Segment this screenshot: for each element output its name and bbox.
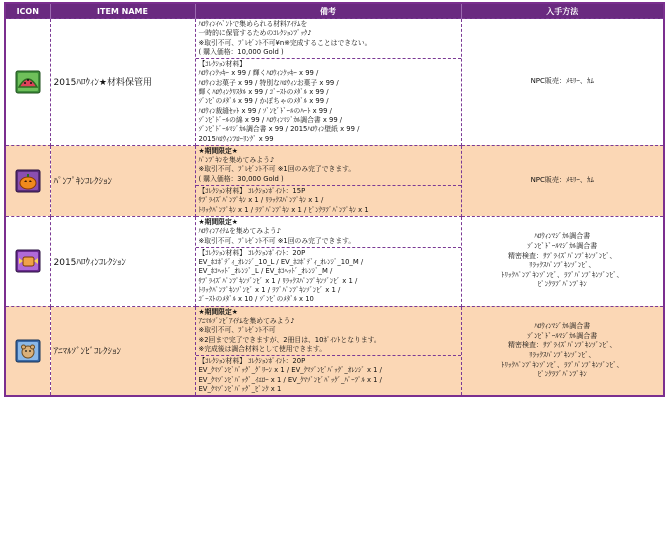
- table-header-row: [5, 3, 664, 19]
- note-line: ﾄﾘｯｸﾊﾟﾝﾌﾟｷﾝｿﾞﾝﾋﾞ x 1 / ﾗﾌﾞﾊﾟﾝﾌﾟｷﾝｿﾞﾝﾋﾞ x 1 /: [198, 286, 341, 295]
- note-line: EV_ｸﾏｿﾞﾝﾋﾞﾊﾞｯｸﾞ_ﾋﾟﾝｸ x 1: [198, 384, 282, 393]
- table-row: [5, 306, 664, 396]
- note-line: 【ｺﾚｸｼｮﾝ材料】 ｺﾚｸｼｮﾝﾎﾟｲﾝﾄ：20P: [198, 248, 306, 257]
- note-line: ※取引不可、ﾌﾟﾚｾﾞﾝﾄ不可 ※1回のみ完了できます。: [198, 165, 356, 174]
- notes-cell: [195, 19, 461, 146]
- note-line: EV_ｸﾏｿﾞﾝﾋﾞﾊﾞｯｸﾞ_ｲｴﾛｰ x 1 / EV_ｸﾏｿﾞﾝﾋﾞﾊﾞｯｸﾞ_ﾊﾟｰﾌﾟﾙ x 1 /: [198, 375, 382, 384]
- note-line: ※完成後は調合材料として使用できます。: [198, 344, 326, 353]
- materials-block: [196, 58, 461, 145]
- source-line: ｿﾞﾝﾋﾞﾄﾞｰﾙﾏｼﾞｶﾙ調合書: [527, 242, 598, 251]
- source-line: 精密検査：ｻﾌﾟﾗｲｽﾞﾊﾟﾝﾌﾟｷﾝｿﾞﾝﾋﾞ、: [508, 341, 617, 350]
- note-line: ﾊﾛｳｨﾝお菓子 x 99 / 特別なﾊﾛｳｨﾝお菓子 x 99 /: [198, 78, 339, 87]
- note-line: ﾊﾟﾝﾌﾟｷﾝを集めてみよう♪: [198, 156, 275, 165]
- source-line: NPC販売：ﾒﾓﾘｰ、ｶﾑ: [530, 176, 594, 185]
- note-line: ※取引不可、ﾌﾟﾚｾﾞﾝﾄ不可: [198, 326, 276, 335]
- source-line: ﾊﾛｳｨﾝﾏｼﾞｶﾙ調合書: [534, 322, 591, 331]
- icon-cell: [5, 306, 50, 396]
- note-line: EV_ｸﾏｿﾞﾝﾋﾞﾊﾞｯｸﾞ_ｸﾞﾘｰﾝ x 1 / EV_ｸﾏｿﾞﾝﾋﾞﾊﾞｯｸﾞ_ｵﾚﾝｼﾞ x 1 /: [198, 366, 382, 375]
- note-line: ( 購入価格：30,000 Gold ): [198, 174, 284, 183]
- note-line: ★期間限定★: [198, 217, 238, 226]
- note-line: ※取引不可、ﾌﾟﾚｾﾞﾝﾄ不可¥n※完成することはできない。: [198, 38, 372, 47]
- item-name: 2015ﾊﾛｳｨﾝｺﾚｸｼｮﾝ: [50, 216, 195, 306]
- note-line: 【ｺﾚｸｼｮﾝ材料】: [198, 60, 247, 69]
- source-cell: [461, 145, 664, 216]
- collection-table: [4, 2, 665, 397]
- pumpkin-book-icon: [13, 166, 43, 196]
- note-line: ｻﾌﾟﾗｲｽﾞﾊﾟﾝﾌﾟｷﾝｿﾞﾝﾋﾞ x 1 / ﾘﾗｯｸｽﾊﾟﾝﾌﾟｷﾝｿﾞﾝﾋﾞ x 1 /: [198, 276, 358, 285]
- note-line: ﾊﾛｳｨﾝｸｯｷｰ x 99 / 輝くﾊﾛｳｨﾝｸｯｷｰ x 99 /: [198, 69, 319, 78]
- note-line: ｿﾞﾝﾋﾞのﾒﾀﾞﾙ x 99 / かぼちゃのﾒﾀﾞﾙ x 99 /: [198, 97, 329, 106]
- icon-cell: [5, 19, 50, 146]
- source-line: ﾘﾗｯｸｽﾊﾟﾝﾌﾟｷﾝｿﾞﾝﾋﾞ、: [529, 350, 596, 359]
- header-icon: ICON: [5, 3, 50, 19]
- notes-cell: [195, 145, 461, 216]
- note-line: ｱﾆﾏﾙｿﾞﾝﾋﾞｱｲﾃﾑを集めてみよう♪: [198, 316, 295, 325]
- materials-block: [196, 247, 461, 306]
- item-name: ﾊﾟﾝﾌﾟｷﾝｺﾚｸｼｮﾝ: [50, 145, 195, 216]
- note-line: ★期間限定★: [198, 307, 238, 316]
- note-line: EV_ﾎｺﾍｯﾄﾞ_ｵﾚﾝｼﾞ_L / EV_ﾎｺﾍｯﾄﾞ_ｵﾚﾝｼﾞ_M /: [198, 267, 333, 276]
- note-line: 一時的に保管するためのｺﾚｸｼｮﾝﾌﾞｯｸ♪: [198, 29, 312, 38]
- note-line: 【ｺﾚｸｼｮﾝ材料】 ｺﾚｸｼｮﾝﾎﾟｲﾝﾄ：20P: [198, 357, 306, 366]
- icon-cell: [5, 216, 50, 306]
- note-line: ※2回まで完了できますが、2冊目は、10ﾎﾟｲﾝﾄとなります。: [198, 335, 381, 344]
- materials-block: [196, 185, 461, 216]
- note-line: 【ｺﾚｸｼｮﾝ材料】 ｺﾚｸｼｮﾝﾎﾟｲﾝﾄ：15P: [198, 187, 306, 196]
- note-line: ｺﾞｰｽﾄのﾒﾀﾞﾙ x 10 / ｿﾞﾝﾋﾞのﾒﾀﾞﾙ x 10: [198, 295, 314, 304]
- item-name: 2015ﾊﾛｳｨﾝ★材料保管用: [50, 19, 195, 146]
- note-line: 輝くﾊﾛｳｨﾝｸﾘｽﾀﾙ x 99 / ｺﾞｰｽﾄのﾒﾀﾞﾙ x 99 /: [198, 88, 329, 97]
- note-line: ﾊﾛｳｨﾝｱｲﾃﾑを集めてみよう♪: [198, 227, 282, 236]
- note-line: EV_ﾎｺﾎﾟﾃﾞｨ_ｵﾚﾝｼﾞ_10_L / EV_ﾎｺﾎﾟﾃﾞｨ_ｵﾚﾝｼﾞ_10_M /: [198, 258, 364, 267]
- note-line: 2015ﾊﾛｳｨﾝﾌﾛｰﾘﾝｸﾞ x 99: [198, 134, 274, 143]
- header-notes: 備考: [195, 3, 461, 19]
- note-line: ※取引不可、ﾌﾟﾚｾﾞﾝﾄ不可 ※1回のみ完了できます。: [198, 236, 356, 245]
- note-line: ﾄﾘｯｸﾊﾟﾝﾌﾟｷﾝ x 1 / ﾗﾌﾞﾊﾟﾝﾌﾟｷﾝ x 1 / ﾋﾟﾝｸﾗﾌﾞﾊﾟﾝﾌﾟｷﾝ x 1: [198, 205, 369, 214]
- candy-book-icon: [13, 246, 43, 276]
- note-line: ( 購入価格：10,000 Gold ): [198, 47, 284, 56]
- header-item-name: ITEM NAME: [50, 3, 195, 19]
- note-line: ★期間限定★: [198, 146, 238, 155]
- header-source: 入手方法: [461, 3, 664, 19]
- note-line: ｿﾞﾝﾋﾞﾄﾞｰﾙの綿 x 99 / ﾊﾛｳｨﾝﾏｼﾞｶﾙ調合書 x 99 /: [198, 115, 343, 124]
- description-block: [196, 19, 461, 58]
- source-line: 精密検査：ｻﾌﾟﾗｲｽﾞﾊﾟﾝﾌﾟｷﾝｿﾞﾝﾋﾞ、: [508, 251, 617, 260]
- source-line: ﾋﾟﾝｸﾗﾌﾞﾊﾟﾝﾌﾟｷﾝ: [537, 370, 587, 379]
- description-block: [196, 217, 461, 247]
- table-row: [5, 19, 664, 146]
- source-line: ﾄﾘｯｸﾊﾟﾝﾌﾟｷﾝｿﾞﾝﾋﾞ、ﾗﾌﾞﾊﾟﾝﾌﾟｷﾝｿﾞﾝﾋﾞ、: [501, 270, 624, 279]
- description-block: [196, 146, 461, 185]
- source-line: ﾊﾛｳｨﾝﾏｼﾞｶﾙ調合書: [534, 232, 591, 241]
- note-line: ﾊﾛｳｨﾝ裁縫ｾｯﾄ x 99 / ｿﾞﾝﾋﾞﾄﾞｰﾙのﾊｰﾄ x 99 /: [198, 106, 332, 115]
- source-line: ﾄﾘｯｸﾊﾟﾝﾌﾟｷﾝｿﾞﾝﾋﾞ、ﾗﾌﾞﾊﾟﾝﾌﾟｷﾝｿﾞﾝﾋﾞ、: [501, 360, 624, 369]
- table-row: [5, 145, 664, 216]
- source-line: ﾋﾟﾝｸﾗﾌﾞﾊﾟﾝﾌﾟｷﾝ: [537, 280, 587, 289]
- source-line: ｿﾞﾝﾋﾞﾄﾞｰﾙﾏｼﾞｶﾙ調合書: [527, 331, 598, 340]
- source-line: ﾘﾗｯｸｽﾊﾟﾝﾌﾟｷﾝｿﾞﾝﾋﾞ、: [529, 261, 596, 270]
- description-block: [196, 307, 461, 355]
- notes-cell: [195, 216, 461, 306]
- note-line: ｻﾌﾟﾗｲｽﾞﾊﾟﾝﾌﾟｷﾝ x 1 / ﾘﾗｯｸｽﾊﾟﾝﾌﾟｷﾝ x 1 /: [198, 196, 324, 205]
- source-cell: [461, 19, 664, 146]
- item-name: ｱﾆﾏﾙｿﾞﾝﾋﾞｺﾚｸｼｮﾝ: [50, 306, 195, 396]
- note-line: ｿﾞﾝﾋﾞﾄﾞｰﾙﾏｼﾞｶﾙ調合書 x 99 / 2015ﾊﾛｳｨﾝ壁紙 x 99 /: [198, 125, 360, 134]
- notes-cell: [195, 306, 461, 396]
- animal-zombie-book-icon: [13, 336, 43, 366]
- materials-block: [196, 355, 461, 395]
- watermelon-book-icon: [13, 67, 43, 97]
- table-row: [5, 216, 664, 306]
- source-cell: [461, 306, 664, 396]
- icon-cell: [5, 145, 50, 216]
- source-cell: [461, 216, 664, 306]
- note-line: ﾊﾛｳｨﾝｲﾍﾞﾝﾄで集められる材料ｱｲﾃﾑを: [198, 20, 308, 28]
- source-line: NPC販売：ﾒﾓﾘｰ、ｶﾑ: [530, 77, 594, 86]
